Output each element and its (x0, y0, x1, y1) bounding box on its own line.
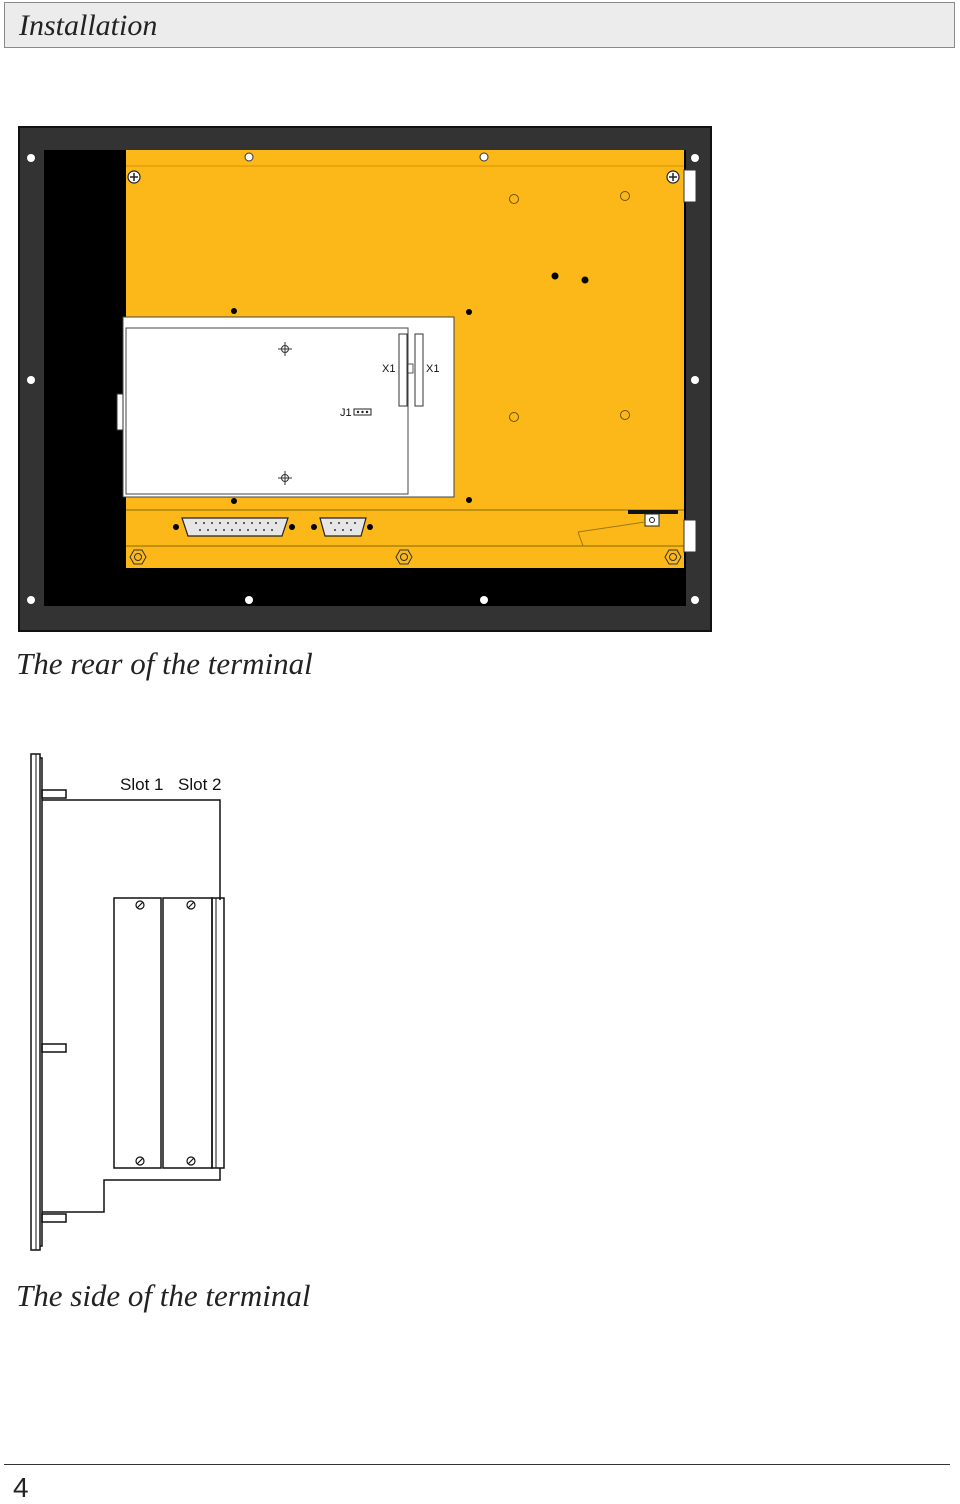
mount-bracket-top (42, 790, 66, 798)
j1-label: J1 (340, 407, 352, 419)
side-figure-caption: The side of the terminal (16, 1278, 311, 1313)
page-number: 4 (13, 1472, 29, 1503)
slot-1-label: Slot 1 (120, 775, 164, 794)
slot-2-label: Slot 2 (178, 775, 222, 794)
slot-2-card (163, 898, 212, 1168)
slot-card-screws (136, 901, 195, 1165)
board-screw-top-right (667, 171, 679, 183)
slot-1-card (114, 898, 161, 1168)
board-hex-nut-right (665, 550, 681, 564)
side-terminal-illustration (26, 750, 236, 1260)
housing-outline (42, 800, 220, 900)
rear-terminal-illustration (18, 126, 712, 632)
page-header-title: Installation (19, 9, 158, 42)
x1-connector-right (415, 334, 423, 406)
footer-rule (4, 1464, 950, 1465)
db25-connector (173, 518, 295, 536)
x1-label-right: X1 (426, 363, 440, 375)
mount-bracket-bottom (42, 1214, 66, 1222)
header-bar (4, 2, 955, 48)
board-hex-nut-left (130, 550, 146, 564)
mount-bracket-middle (42, 1044, 66, 1052)
x1-label-left: X1 (382, 363, 396, 375)
board-screw-top-left (128, 171, 140, 183)
rear-figure-caption: The rear of the terminal (16, 646, 313, 681)
board-hex-nut-center (396, 550, 412, 564)
x1-connector-left (399, 334, 407, 406)
